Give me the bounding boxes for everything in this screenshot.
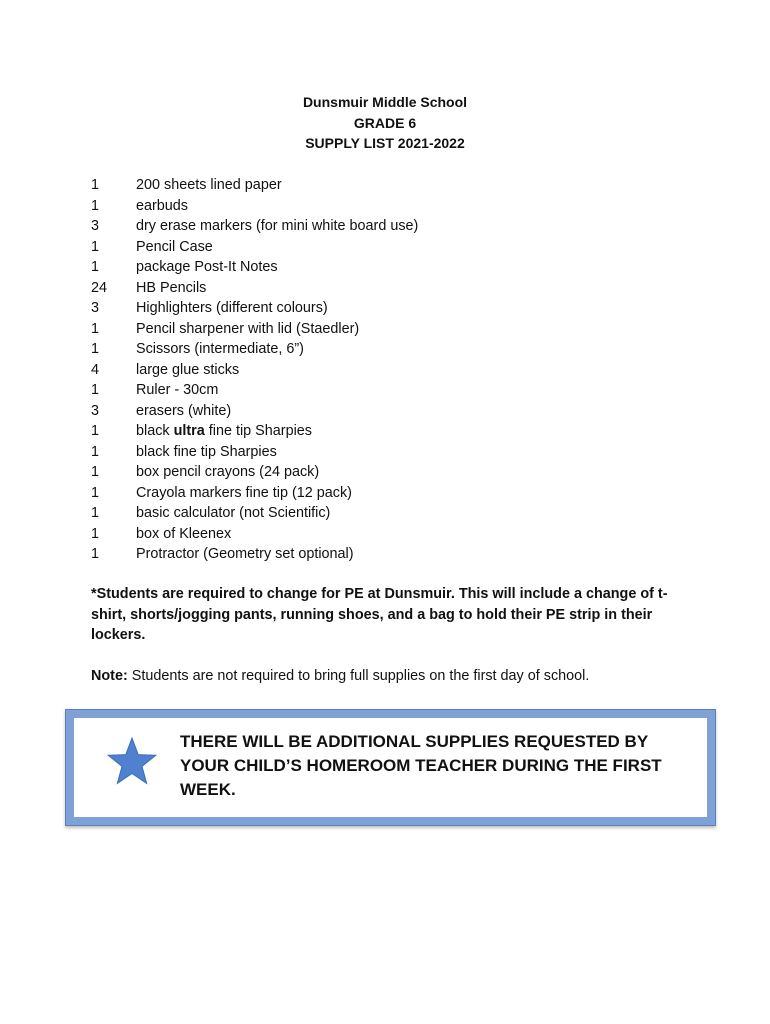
- note-paragraph: [91, 666, 691, 687]
- item-quantity: 1: [91, 197, 100, 214]
- item-description: 200 sheets lined paper: [136, 177, 282, 193]
- item-description: Highlighters (different colours): [136, 300, 328, 316]
- item-text-pre: black: [136, 423, 174, 439]
- list-item: [91, 216, 418, 237]
- list-item: [91, 442, 418, 463]
- list-item: [91, 462, 418, 483]
- item-quantity: 1: [91, 177, 100, 193]
- list-item: [91, 339, 418, 360]
- item-quantity: 1: [91, 341, 100, 357]
- callout-message: THERE WILL BE ADDITIONAL SUPPLIES REQUESTED BY YOUR CHILD’S HOMEROOM TEACHER DURING THE FIRST WEEK.: [180, 732, 662, 799]
- item-text-post: fine tip Sharpies: [204, 423, 312, 439]
- item-quantity: 1: [91, 443, 100, 460]
- item-quantity: 1: [91, 525, 100, 542]
- item-description: Protractor (Geometry set optional): [136, 546, 354, 562]
- item-description: box of Kleenex: [136, 525, 232, 542]
- item-quantity: 1: [91, 238, 100, 255]
- pe-notice: *Students are required to change for PE at Dunsmuir. This will include a change of t-shirt, shorts/jogging pants, running shoes, and a bag to hold their PE strip in their lockers.: [91, 586, 668, 643]
- supply-list: [91, 175, 418, 565]
- item-quantity: 4: [91, 361, 100, 378]
- item-description: box pencil crayons (24 pack): [136, 464, 320, 480]
- list-item: [91, 196, 418, 217]
- list-item: [91, 360, 418, 381]
- list-item: [91, 298, 418, 319]
- item-description: Ruler - 30cm: [136, 382, 219, 398]
- list-item: [91, 524, 418, 545]
- item-quantity: 3: [91, 218, 100, 234]
- item-description: [136, 421, 312, 442]
- list-item: [91, 503, 418, 524]
- item-description: basic calculator (not Scientific): [136, 505, 331, 521]
- list-item: [91, 483, 418, 504]
- item-description: package Post-It Notes: [136, 259, 278, 275]
- item-quantity: 1: [91, 259, 100, 275]
- list-item: [91, 319, 418, 340]
- list-item: [91, 544, 418, 565]
- item-quantity: 1: [91, 423, 100, 439]
- supply-list-title: SUPPLY LIST 2021-2022: [305, 135, 465, 151]
- star-icon: [107, 736, 157, 786]
- item-quantity: 3: [91, 402, 100, 419]
- list-item: [91, 421, 418, 442]
- item-quantity: 24: [91, 279, 108, 296]
- callout-box: [65, 709, 716, 826]
- list-item: [91, 380, 418, 401]
- item-description: HB Pencils: [136, 279, 207, 296]
- item-description: Pencil sharpener with lid (Staedler): [136, 320, 360, 337]
- item-quantity: 3: [91, 300, 100, 316]
- item-description: black fine tip Sharpies: [136, 443, 277, 460]
- item-text-bold: ultra: [173, 423, 205, 439]
- callout-inner: [74, 718, 707, 817]
- item-description: Scissors (intermediate, 6”): [136, 341, 304, 357]
- item-quantity: 1: [91, 382, 100, 398]
- item-description: earbuds: [136, 197, 189, 214]
- item-quantity: 1: [91, 546, 100, 562]
- school-name: Dunsmuir Middle School: [302, 94, 468, 110]
- item-quantity: 1: [91, 484, 100, 501]
- item-description: Pencil Case: [136, 238, 213, 255]
- list-item: [91, 237, 418, 258]
- item-quantity: 1: [91, 320, 100, 337]
- document-header: [0, 92, 770, 154]
- item-description: dry erase markers (for mini white board use): [136, 218, 419, 234]
- item-description: Crayola markers fine tip (12 pack): [136, 484, 352, 501]
- grade-heading: GRADE 6: [353, 114, 417, 131]
- list-item: [91, 175, 418, 196]
- list-item: [91, 278, 418, 299]
- note-label: Note:: [91, 668, 128, 684]
- item-description: erasers (white): [136, 402, 232, 419]
- list-item: [91, 257, 418, 278]
- item-quantity: 1: [91, 464, 100, 480]
- item-quantity: 1: [91, 505, 100, 521]
- item-description: large glue sticks: [136, 361, 240, 378]
- note-text: Students are not required to bring full supplies on the first day of school.: [131, 668, 590, 684]
- list-item: [91, 401, 418, 422]
